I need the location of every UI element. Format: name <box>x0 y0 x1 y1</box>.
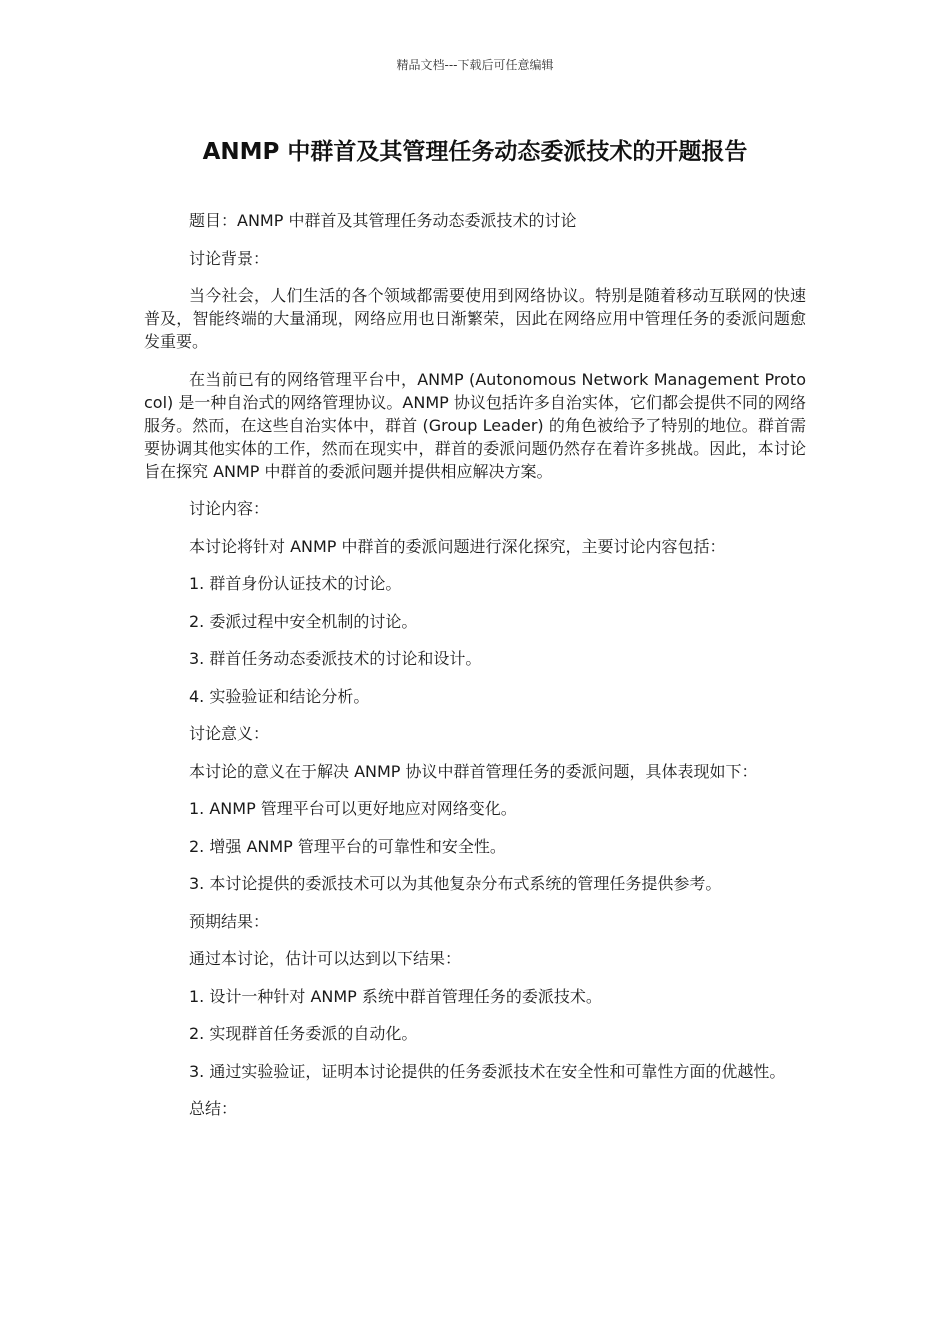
list-item-result-1: 1. 设计一种针对 ANMP 系统中群首管理任务的委派技术。 <box>189 986 602 1006</box>
list-item-significance-3: 3. 本讨论提供的委派技术可以为其他复杂分布式系统的管理任务提供参考。 <box>189 874 722 893</box>
list-item-significance-2: 2. 增强 ANMP 管理平台的可靠性和安全性。 <box>189 836 506 856</box>
heading-summary: 总结： <box>189 1099 238 1118</box>
list-item-content-2: 2. 委派过程中安全机制的讨论。 <box>189 611 418 631</box>
paragraph-significance-intro: 本讨论的意义在于解决 ANMP 协议中群首管理任务的委派问题，具体表现如下： <box>189 761 758 781</box>
paragraph-results-intro: 通过本讨论，估计可以达到以下结果： <box>189 949 462 968</box>
list-item-content-4: 4. 实验验证和结论分析。 <box>189 686 370 706</box>
list-item-significance-1: 1. ANMP 管理平台可以更好地应对网络变化。 <box>189 799 517 818</box>
document-body <box>144 209 806 1135</box>
paragraph-background-1: 当今社会，人们生活的各个领域都需要使用到网络协议。特别是随着移动互联网的快速普及，智能终端的大量涌现，网络应用也日渐繁荣，因此在网络应用中管理任务的委派问题愈发重要。 <box>144 286 806 351</box>
paragraph-background-2: 在当前已有的网络管理平台中，ANMP (Autonomous Network Management Protocol) 是一种自治式的网络管理协议。ANMP 协议包括许多自治实体，它们都会提供不同的网络服务。然而，在这些自治实体中，群首 (Group Leader) 的角色被给予了特别的地位。群首需要协调其他实体的工作，然而在现实中，群首的委派问题仍然存在着许多挑战。因此，本讨论旨在探究 ANMP 中群首的委派问题并提供相应解决方案。 <box>144 369 806 481</box>
paragraph-content-intro: 本讨论将针对 ANMP 中群首的委派问题进行深化探究，主要讨论内容包括： <box>189 536 726 556</box>
heading-content: 讨论内容： <box>189 499 270 518</box>
list-item-result-3: 3. 通过实验验证，证明本讨论提供的任务委派技术在安全性和可靠性方面的优越性。 <box>189 1061 786 1081</box>
list-item-content-1: 1. 群首身份认证技术的讨论。 <box>189 574 402 593</box>
header-note: 精品文档---下载后可任意编辑 <box>396 58 554 72</box>
heading-background: 讨论背景： <box>189 248 270 268</box>
document-title: ANMP 中群首及其管理任务动态委派技术的开题报告 <box>202 139 748 165</box>
heading-expected-results: 预期结果： <box>189 911 270 931</box>
list-item-content-3: 3. 群首任务动态委派技术的讨论和设计。 <box>189 649 482 668</box>
list-item-result-2: 2. 实现群首任务委派的自动化。 <box>189 1024 418 1043</box>
paragraph-topic: 题目：ANMP 中群首及其管理任务动态委派技术的讨论 <box>189 211 577 230</box>
heading-significance: 讨论意义： <box>189 724 270 743</box>
